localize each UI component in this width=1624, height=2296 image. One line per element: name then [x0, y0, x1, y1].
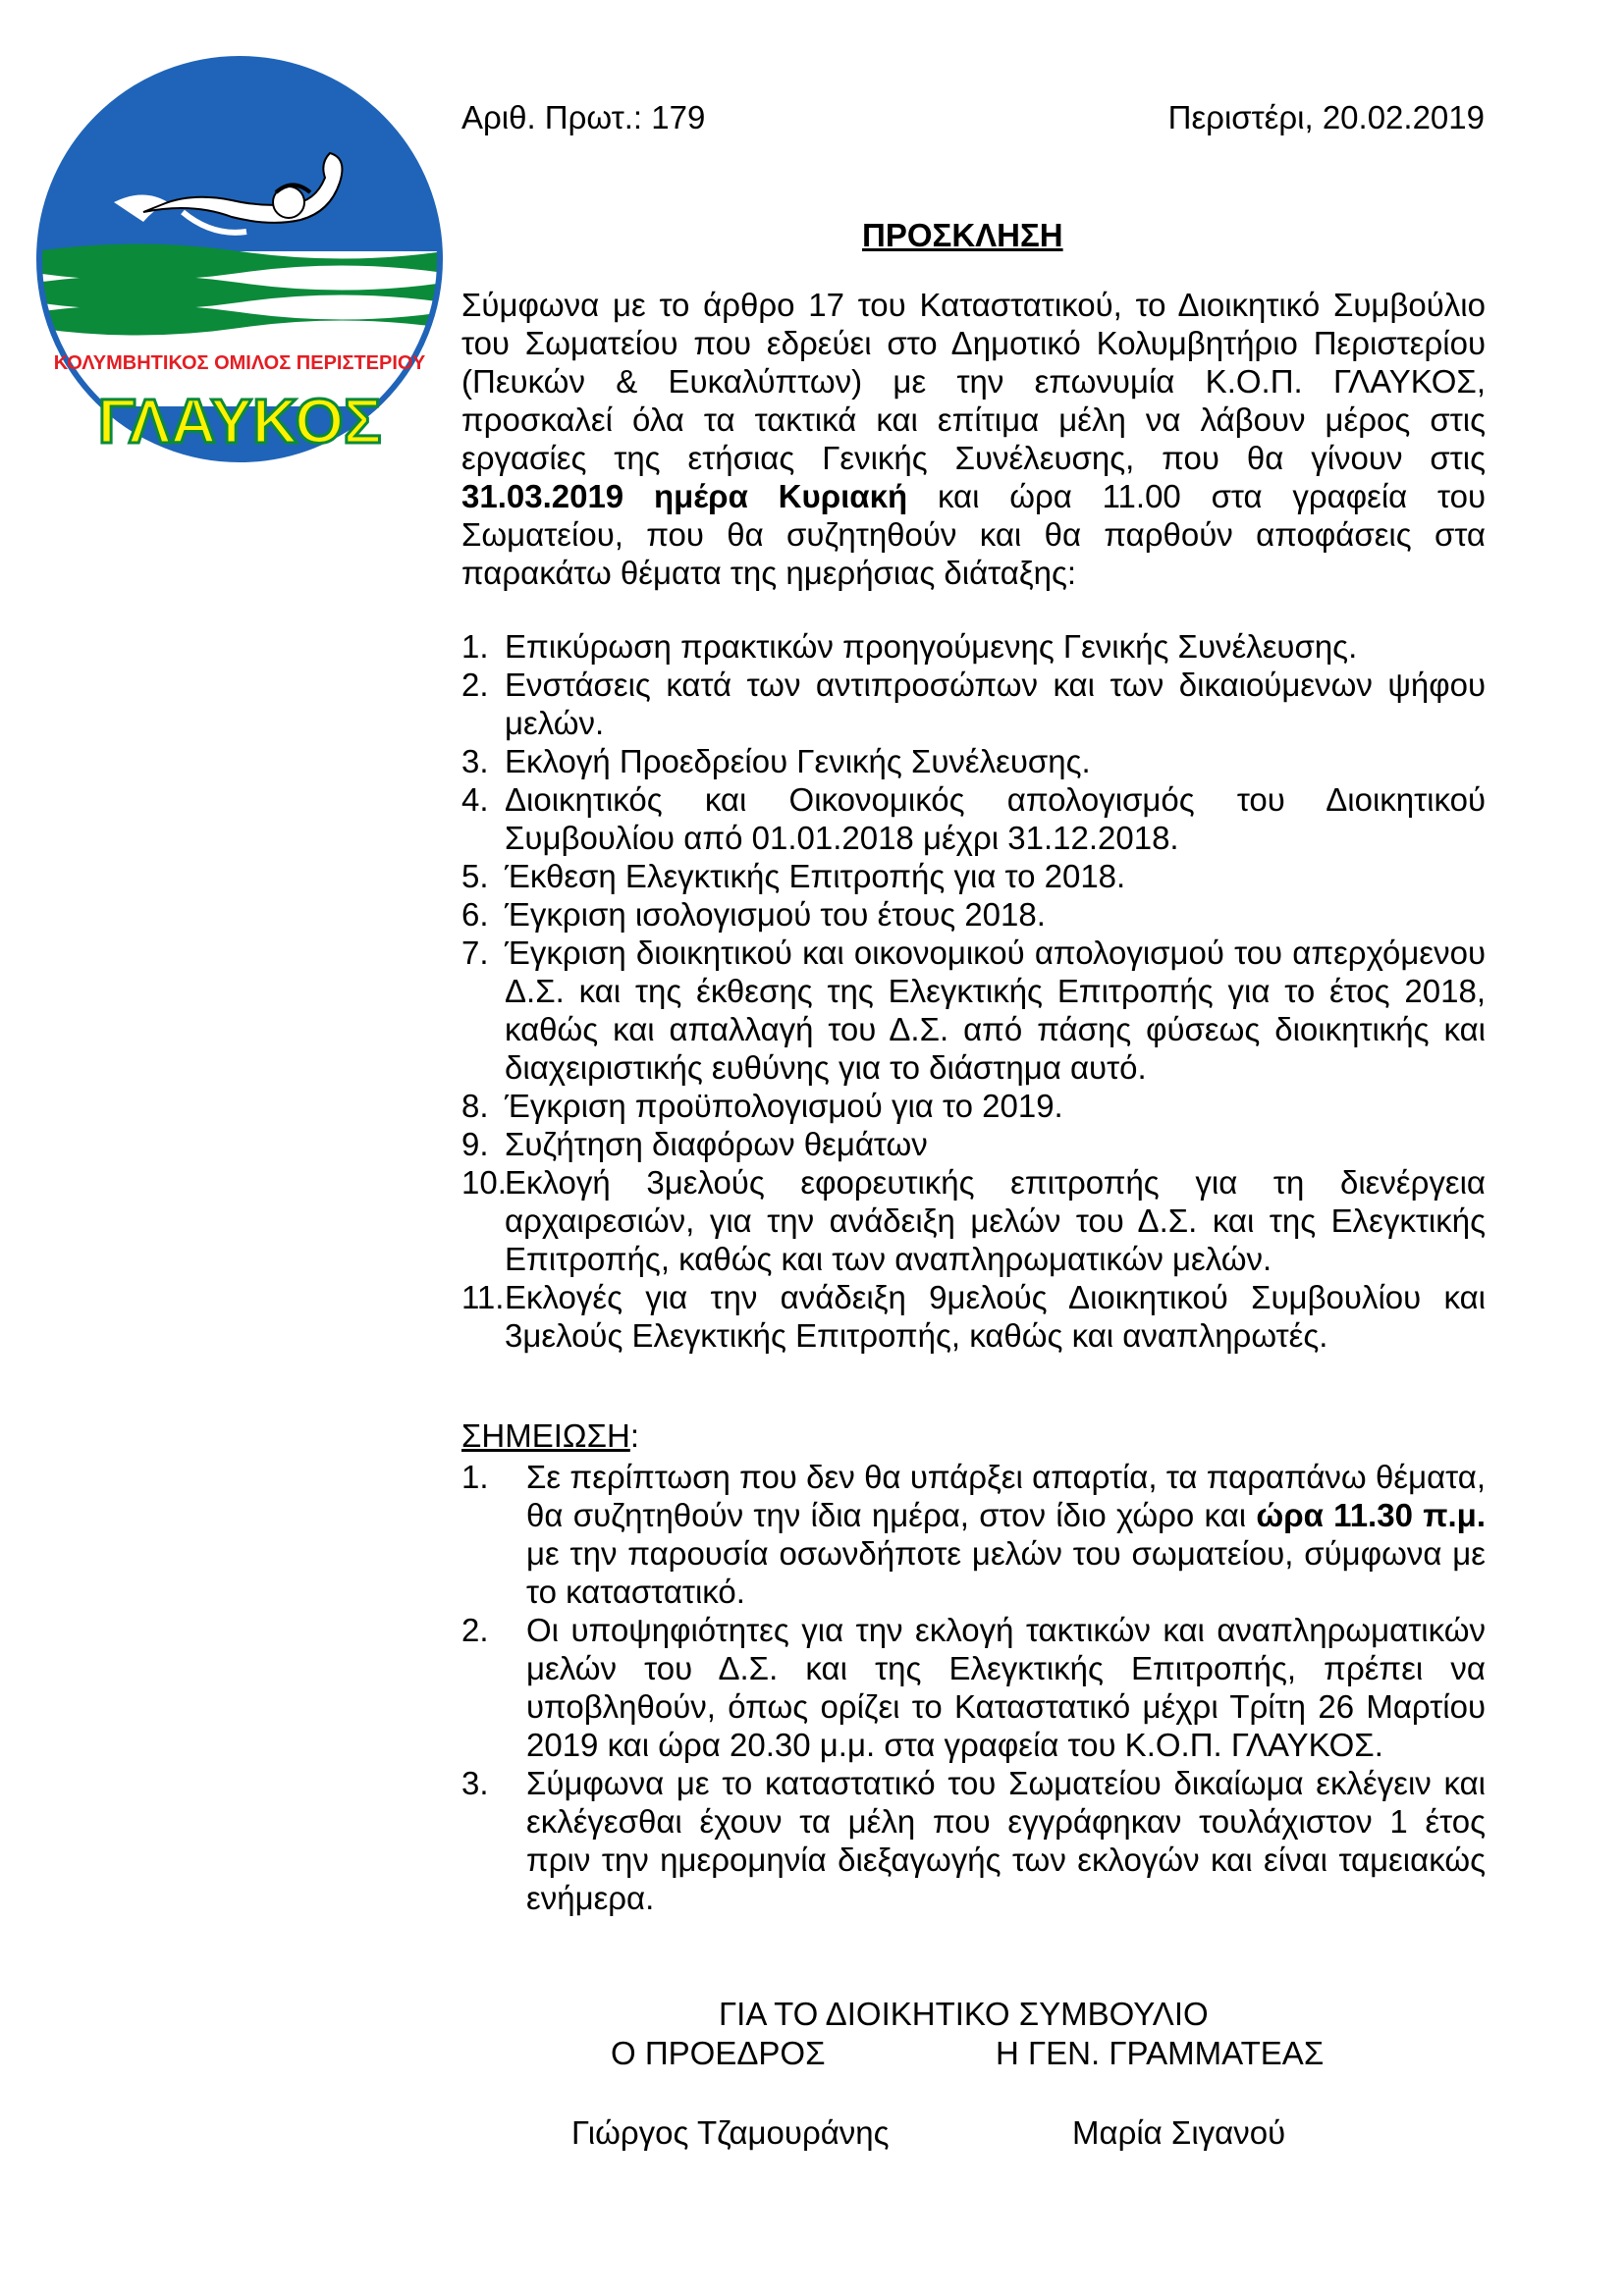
intro-date-bold: 31.03.2019 ημέρα Κυριακή [461, 478, 908, 514]
note-heading-colon: : [629, 1417, 639, 1454]
protocol-number: Αριθ. Πρωτ.: 179 [461, 99, 706, 135]
item-text: Εκλογές για την ανάδειξη 9μελούς Διοικητικού Συμβουλίου και 3μελούς Ελεγκτικής Επιτροπής, καθώς και αναπληρωτές. [505, 1279, 1486, 1354]
note-text: Σύμφωνα με το καταστατικό του Σωματείου δικαίωμα εκλέγειν και εκλέγεσθαι έχουν τα μέλη που εγγράφηκαν τουλάχιστον 1 έτος πριν την ημερομηνία διεξαγωγής των εκλογών και είναι ταμειακώς ενήμερα. [526, 1765, 1486, 1916]
item-number: 1. [461, 1459, 489, 1495]
item-text: Έγκριση προϋπολογισμού για το 2019. [505, 1088, 1063, 1124]
list-item [461, 1125, 1486, 1163]
item-text: Επικύρωση πρακτικών προηγούμενης Γενικής Συνέλευσης. [505, 628, 1358, 665]
item-number: 7. [461, 934, 489, 971]
list-item [461, 934, 1486, 1087]
item-number: 3. [461, 1765, 489, 1801]
notes-list [461, 1458, 1486, 1917]
list-item [461, 666, 1486, 742]
note-bold-time: ώρα 11.30 π.μ. [1256, 1497, 1486, 1533]
list-item [461, 1278, 1486, 1355]
item-text: Εκλογή Προεδρείου Γενικής Συνέλευσης. [505, 743, 1091, 779]
intro-paragraph [461, 286, 1486, 592]
item-number: 8. [461, 1088, 489, 1124]
secretary-name: Μαρία Σιγανού [1072, 2114, 1286, 2151]
list-item [461, 1163, 1486, 1278]
note-heading [461, 1416, 639, 1455]
item-text: Εκλογή 3μελούς εφορευτικής επιτροπής για τη διενέργεια αρχαιρεσιών, για την ανάδειξη μελών του Δ.Σ. και της Ελεγκτικής Επιτροπής, καθώς και των αναπληρωματικών μελών. [505, 1164, 1486, 1277]
logo-club-name: ΓΛΑΥΚΟΣ [97, 386, 382, 456]
item-number: 2. [461, 1612, 489, 1648]
note-heading-text: ΣΗΜΕΙΩΣΗ [461, 1417, 630, 1454]
president-title: Ο ΠΡΟΕΔΡΟΣ [611, 2035, 826, 2071]
item-number: 11. [461, 1279, 505, 1315]
list-item [461, 1611, 1486, 1764]
note-text-end: με την παρουσία οσωνδήποτε μελών του σωματείου, σύμφωνα με το καταστατικό. [526, 1535, 1486, 1610]
item-number: 5. [461, 858, 489, 894]
document-title: ΠΡΟΣΚΛΗΣΗ [862, 217, 1063, 253]
list-item [461, 742, 1486, 780]
item-text: Ενστάσεις κατά των αντιπροσώπων και των δικαιούμενων ψήφου μελών. [505, 667, 1486, 741]
note-text: Οι υποψηφιότητες για την εκλογή τακτικών και αναπληρωματικών μελών του Δ.Σ. και της Ελεγκτικής Επιτροπής, πρέπει να υποβληθούν, όπως ορίζει το Καταστατικό μέχρι Τρίτη 26 Μαρτίου 2019 και ώρα 20.30 μ.μ. στα γραφεία του Κ.Ο.Π. ΓΛΑΥΚΟΣ. [526, 1612, 1486, 1763]
list-item [461, 857, 1486, 895]
list-item [461, 1458, 1486, 1611]
item-number: 10. [461, 1164, 507, 1201]
place-date: Περιστέρι, 20.02.2019 [1167, 99, 1485, 135]
item-text: Συζήτηση διαφόρων θεμάτων [505, 1126, 928, 1162]
list-item [461, 895, 1486, 934]
board-signature-heading: ΓΙΑ ΤΟ ΔΙΟΙΚΗΤΙΚΟ ΣΥΜΒΟΥΛΙΟ [719, 1996, 1209, 2032]
intro-text-2: και ώρα 11.00 στα γραφεία του Σωματείου, που θα συζητηθούν και θα παρθούν αποφάσεις στα παρακάτω θέματα της ημερήσιας διάταξης: [461, 478, 1486, 591]
note-text: Σε περίπτωση που δεν θα υπάρξει απαρτία, τα παραπάνω θέματα, θα συζητηθούν την ίδια ημέρα, στον ίδιο χώρο και [526, 1459, 1486, 1533]
president-name: Γιώργος Τζαμουράνης [571, 2114, 890, 2151]
item-text: Διοικητικός και Οικονομικός απολογισμός του Διοικητικού Συμβουλίου από 01.01.2018 μέχρι 31.12.2018. [505, 781, 1486, 856]
logo-club-line: ΚΟΛΥΜΒΗΤΙΚΟΣ ΟΜΙΛΟΣ ΠΕΡΙΣΤΕΡΙΟΥ [53, 352, 426, 374]
agenda-list [461, 627, 1486, 1355]
club-logo [35, 55, 444, 463]
item-text: Έγκριση διοικητικού και οικονομικού απολογισμού του απερχόμενου Δ.Σ. και της έκθεσης της Ελεγκτικής Επιτροπής για το έτος 2018, καθώς και απαλλαγή του Δ.Σ. από πάσης φύσεως διοικητικής και διαχειριστικής ευθύνης για το διάστημα αυτό. [505, 934, 1486, 1086]
item-number: 9. [461, 1126, 489, 1162]
item-text: Έκθεση Ελεγκτικής Επιτροπής για το 2018. [505, 858, 1126, 894]
item-number: 3. [461, 743, 489, 779]
list-item [461, 780, 1486, 857]
list-item [461, 1764, 1486, 1917]
list-item [461, 1087, 1486, 1125]
item-text: Έγκριση ισολογισμού του έτους 2018. [505, 896, 1046, 933]
item-number: 1. [461, 628, 489, 665]
secretary-title: Η ΓΕΝ. ΓΡΑΜΜΑΤΕΑΣ [996, 2035, 1325, 2071]
item-number: 2. [461, 667, 489, 703]
item-number: 6. [461, 896, 489, 933]
list-item [461, 627, 1486, 666]
item-number: 4. [461, 781, 489, 818]
intro-text-1: Σύμφωνα με το άρθρο 17 του Καταστατικού, το Διοικητικό Συμβούλιο του Σωματείου που εδρεύει στο Δημοτικό Κολυμβητήριο Περιστερίου (Πευκών & Ευκαλύπτων) με την επωνυμία Κ.Ο.Π. ΓΛΑΥΚΟΣ, προσκαλεί όλα τα τακτικά και επίτιμα μέλη να λάβουν μέρος στις εργασίες της ετήσιας Γενικής Συνέλευσης, που θα γίνουν στις [461, 287, 1486, 476]
